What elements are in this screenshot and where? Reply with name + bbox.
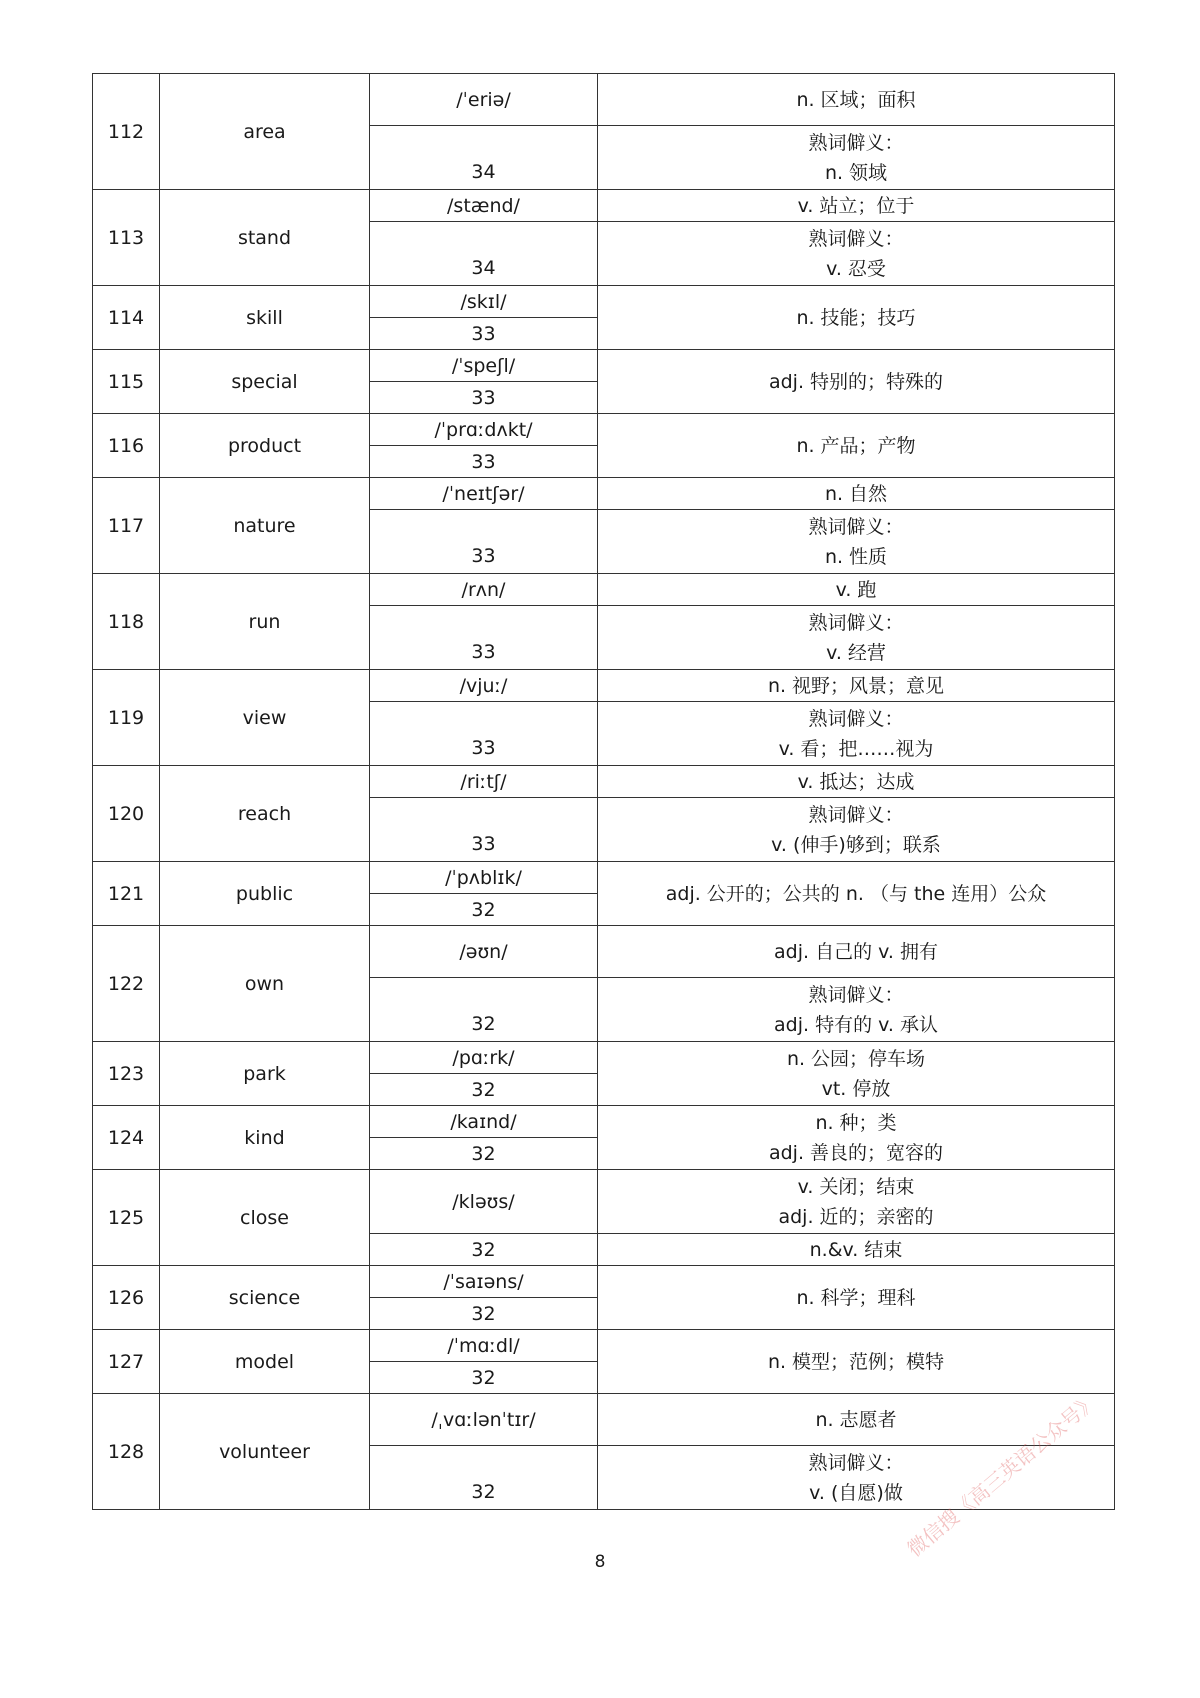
entry-frequency: 33 bbox=[370, 446, 598, 478]
entry-phonetic: /stænd/ bbox=[370, 190, 598, 222]
vocabulary-table-body bbox=[93, 74, 1115, 1510]
entry-word: science bbox=[160, 1266, 370, 1330]
entry-number: 119 bbox=[93, 670, 160, 766]
entry-word: model bbox=[160, 1330, 370, 1394]
entry-number: 118 bbox=[93, 574, 160, 670]
entry-frequency: 33 bbox=[370, 798, 598, 862]
entry-word: reach bbox=[160, 766, 370, 862]
entry-phonetic: /vjuː/ bbox=[370, 670, 598, 702]
meaning-line: n. 技能；技巧 bbox=[796, 306, 916, 329]
meaning-line: adj. 特有的 v. 承认 bbox=[774, 1013, 938, 1036]
entry-word: own bbox=[160, 926, 370, 1042]
entry-phonetic: /ˌvɑːlənˈtɪr/ bbox=[370, 1394, 598, 1446]
entry-word: skill bbox=[160, 286, 370, 350]
entry-meaning bbox=[598, 1170, 1115, 1234]
entry-phonetic: /əʊn/ bbox=[370, 926, 598, 978]
entry-word: product bbox=[160, 414, 370, 478]
entry-extra-meaning bbox=[598, 606, 1115, 670]
entry-meaning bbox=[598, 286, 1115, 350]
meaning-line: n. 模型；范例；模特 bbox=[767, 1350, 945, 1373]
meaning-line: v. 看；把……视为 bbox=[778, 737, 934, 760]
entry-phonetic: /skɪl/ bbox=[370, 286, 598, 318]
entry-word: stand bbox=[160, 190, 370, 286]
table-row bbox=[93, 766, 1115, 798]
entry-meaning bbox=[598, 766, 1115, 798]
entry-number: 120 bbox=[93, 766, 160, 862]
entry-frequency: 32 bbox=[370, 978, 598, 1042]
meaning-line: 熟词僻义： bbox=[808, 803, 904, 826]
entry-phonetic: /ˈmɑːdl/ bbox=[370, 1330, 598, 1362]
meaning-line: n. 领域 bbox=[824, 161, 888, 184]
table-row bbox=[93, 1106, 1115, 1138]
entry-word: run bbox=[160, 574, 370, 670]
entry-number: 121 bbox=[93, 862, 160, 926]
entry-phonetic: /kləʊs/ bbox=[370, 1170, 598, 1234]
table-row bbox=[93, 574, 1115, 606]
entry-extra-meaning bbox=[598, 126, 1115, 190]
meaning-line: 熟词僻义： bbox=[808, 131, 904, 154]
meaning-line: 熟词僻义： bbox=[808, 1451, 904, 1474]
entry-number: 113 bbox=[93, 190, 160, 286]
entry-frequency: 32 bbox=[370, 1138, 598, 1170]
entry-number: 126 bbox=[93, 1266, 160, 1330]
entry-frequency: 32 bbox=[370, 1298, 598, 1330]
entry-meaning bbox=[598, 190, 1115, 222]
entry-meaning bbox=[598, 574, 1115, 606]
meaning-line: n. 视野；风景；意见 bbox=[767, 674, 945, 697]
entry-number: 112 bbox=[93, 74, 160, 190]
entry-meaning bbox=[598, 478, 1115, 510]
entry-meaning bbox=[598, 1330, 1115, 1394]
entry-phonetic: /pɑːrk/ bbox=[370, 1042, 598, 1074]
entry-phonetic: /ˈsaɪəns/ bbox=[370, 1266, 598, 1298]
entry-frequency: 32 bbox=[370, 1446, 598, 1510]
entry-phonetic: /ˈneɪtʃər/ bbox=[370, 478, 598, 510]
entry-extra-meaning bbox=[598, 510, 1115, 574]
meaning-line: n. 性质 bbox=[824, 545, 888, 568]
meaning-line: 熟词僻义： bbox=[808, 707, 904, 730]
entry-number: 114 bbox=[93, 286, 160, 350]
meaning-line: v. 关闭；结束 bbox=[797, 1175, 915, 1198]
entry-phonetic: /kaɪnd/ bbox=[370, 1106, 598, 1138]
entry-number: 122 bbox=[93, 926, 160, 1042]
entry-word: close bbox=[160, 1170, 370, 1266]
entry-word: nature bbox=[160, 478, 370, 574]
entry-phonetic: /ˈprɑːdʌkt/ bbox=[370, 414, 598, 446]
entry-number: 124 bbox=[93, 1106, 160, 1170]
table-row bbox=[93, 1266, 1115, 1298]
entry-word: special bbox=[160, 350, 370, 414]
entry-frequency: 34 bbox=[370, 126, 598, 190]
table-row bbox=[93, 350, 1115, 382]
entry-phonetic: /riːtʃ/ bbox=[370, 766, 598, 798]
meaning-line: v. 站立；位于 bbox=[797, 194, 915, 217]
meaning-line: adj. 自己的 v. 拥有 bbox=[774, 940, 938, 963]
meaning-line: v. 抵达；达成 bbox=[797, 770, 915, 793]
vocabulary-table bbox=[92, 73, 1115, 1510]
entry-frequency: 33 bbox=[370, 318, 598, 350]
entry-phonetic: /ˈpʌblɪk/ bbox=[370, 862, 598, 894]
entry-number: 127 bbox=[93, 1330, 160, 1394]
table-row bbox=[93, 1170, 1115, 1234]
entry-extra-meaning bbox=[598, 222, 1115, 286]
entry-word: view bbox=[160, 670, 370, 766]
entry-frequency: 33 bbox=[370, 510, 598, 574]
meaning-line: n. 产品；产物 bbox=[796, 434, 916, 457]
entry-meaning bbox=[598, 1106, 1115, 1170]
entry-frequency: 32 bbox=[370, 894, 598, 926]
meaning-line: adj. 善良的；宽容的 bbox=[768, 1141, 944, 1164]
meaning-line: adj. 特别的；特殊的 bbox=[768, 370, 944, 393]
entry-word: area bbox=[160, 74, 370, 190]
meaning-line: n.&v. 结束 bbox=[809, 1238, 903, 1261]
entry-extra-meaning bbox=[598, 1234, 1115, 1266]
meaning-line: v. 跑 bbox=[835, 578, 877, 601]
meaning-line: n. 公园；停车场 bbox=[786, 1047, 926, 1070]
table-row bbox=[93, 670, 1115, 702]
entry-frequency: 33 bbox=[370, 702, 598, 766]
entry-number: 128 bbox=[93, 1394, 160, 1510]
entry-frequency: 33 bbox=[370, 382, 598, 414]
entry-word: kind bbox=[160, 1106, 370, 1170]
meaning-line: v. 经营 bbox=[826, 641, 886, 664]
entry-phonetic: /ˈeriə/ bbox=[370, 74, 598, 126]
table-row bbox=[93, 190, 1115, 222]
entry-frequency: 32 bbox=[370, 1074, 598, 1106]
entry-number: 117 bbox=[93, 478, 160, 574]
meaning-line: v. (自愿)做 bbox=[809, 1481, 903, 1504]
entry-meaning bbox=[598, 1266, 1115, 1330]
table-row bbox=[93, 286, 1115, 318]
table-row bbox=[93, 1042, 1115, 1074]
entry-frequency: 32 bbox=[370, 1234, 598, 1266]
entry-frequency: 34 bbox=[370, 222, 598, 286]
meaning-line: vt. 停放 bbox=[821, 1077, 891, 1100]
entry-meaning bbox=[598, 862, 1115, 926]
table-row bbox=[93, 74, 1115, 126]
table-row bbox=[93, 926, 1115, 978]
entry-meaning bbox=[598, 1042, 1115, 1106]
entry-frequency: 33 bbox=[370, 606, 598, 670]
table-row bbox=[93, 862, 1115, 894]
meaning-line: adj. 公开的；公共的 n. （与 the 连用）公众 bbox=[665, 882, 1047, 905]
table-row bbox=[93, 1330, 1115, 1362]
meaning-line: n. 区域；面积 bbox=[796, 88, 916, 111]
meaning-line: 熟词僻义： bbox=[808, 515, 904, 538]
entry-word: park bbox=[160, 1042, 370, 1106]
page-number: 8 bbox=[594, 1552, 606, 1572]
meaning-line: 熟词僻义： bbox=[808, 983, 904, 1006]
meaning-line: n. 志愿者 bbox=[815, 1408, 897, 1431]
meaning-line: 熟词僻义： bbox=[808, 227, 904, 250]
meaning-line: n. 科学；理科 bbox=[796, 1286, 916, 1309]
entry-meaning bbox=[598, 350, 1115, 414]
entry-number: 125 bbox=[93, 1170, 160, 1266]
entry-frequency: 32 bbox=[370, 1362, 598, 1394]
entry-word: public bbox=[160, 862, 370, 926]
entry-phonetic: /rʌn/ bbox=[370, 574, 598, 606]
entry-meaning bbox=[598, 926, 1115, 978]
entry-phonetic: /ˈspeʃl/ bbox=[370, 350, 598, 382]
entry-number: 116 bbox=[93, 414, 160, 478]
meaning-line: n. 自然 bbox=[824, 482, 888, 505]
entry-meaning bbox=[598, 74, 1115, 126]
entry-meaning bbox=[598, 670, 1115, 702]
meaning-line: 熟词僻义： bbox=[808, 611, 904, 634]
entry-word: volunteer bbox=[160, 1394, 370, 1510]
meaning-line: v. (伸手)够到；联系 bbox=[771, 833, 941, 856]
entry-extra-meaning bbox=[598, 798, 1115, 862]
table-row bbox=[93, 1394, 1115, 1446]
table-row bbox=[93, 414, 1115, 446]
meaning-line: n. 种；类 bbox=[815, 1111, 897, 1134]
entry-number: 115 bbox=[93, 350, 160, 414]
entry-number: 123 bbox=[93, 1042, 160, 1106]
meaning-line: adj. 近的；亲密的 bbox=[778, 1205, 934, 1228]
watermark: 微信搜《高三英语公众号》 bbox=[902, 1388, 1102, 1562]
entry-extra-meaning bbox=[598, 702, 1115, 766]
entry-meaning bbox=[598, 414, 1115, 478]
table-row bbox=[93, 478, 1115, 510]
entry-extra-meaning bbox=[598, 978, 1115, 1042]
meaning-line: v. 忍受 bbox=[826, 257, 886, 280]
